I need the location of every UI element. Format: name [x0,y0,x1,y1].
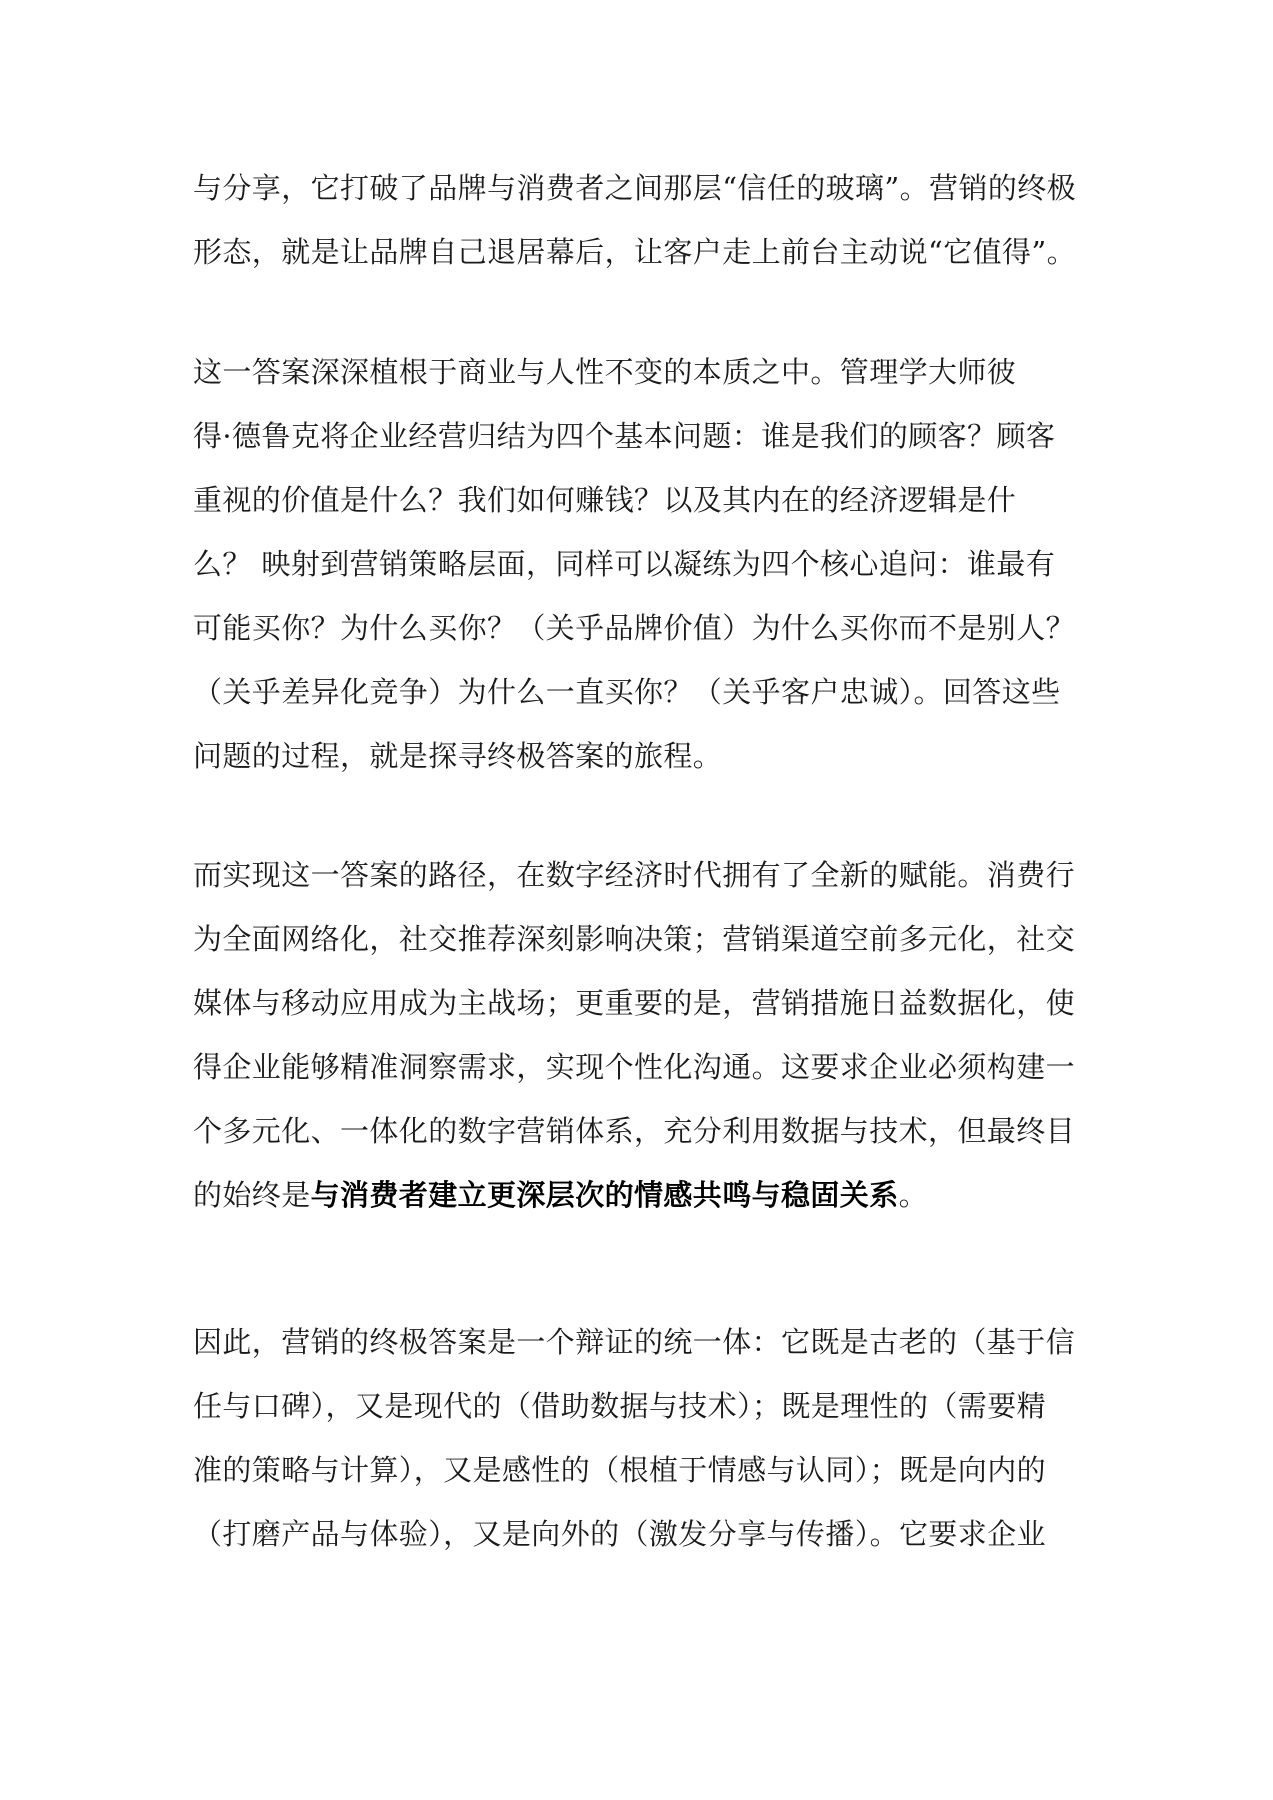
text-suffix: 。 [898,1178,929,1212]
text-prefix: 的始终是 [193,1178,311,1212]
text-line: 么？ 映射到营销策略层面，同样可以凝练为四个核心追问：谁最有 [193,547,1056,581]
paragraph-4 [193,1310,1093,1566]
text-line: 得·德鲁克将企业经营归结为四个基本问题：谁是我们的顾客？顾客 [193,419,1056,453]
paragraph-1 [193,156,1093,284]
text-line: 准的策略与计算），又是感性的（根植于情感与认同）；既是向内的 [193,1453,1047,1487]
text-line: 因此，营销的终极答案是一个辩证的统一体：它既是古老的（基于信 [193,1325,1076,1359]
text-line: 个多元化、一体化的数字营销体系，充分利用数据与技术，但最终目 [193,1114,1076,1148]
text-line: （关乎差异化竞争）为什么一直买你？（关乎客户忠诚）。回答这些 [193,675,1061,709]
text-line: 得企业能够精准洞察需求，实现个性化沟通。这要求企业必须构建一 [193,1050,1076,1084]
text-line: （打磨产品与体验），又是向外的（激发分享与传播）。它要求企业 [193,1517,1047,1551]
text-line: 形态，就是让品牌自己退居幕后，让客户走上前台主动说“它值得”。 [193,235,1077,269]
text-line: 媒体与移动应用成为主战场；更重要的是，营销措施日益数据化，使 [193,986,1076,1020]
text-line: 任与口碑），又是现代的（借助数据与技术）；既是理性的（需要精 [193,1389,1047,1423]
text-line: 这一答案深深植根于商业与人性不变的本质之中。管理学大师彼 [193,355,1017,389]
bold-emphasis: 与消费者建立更深层次的情感共鸣与稳固关系 [310,1178,899,1212]
text-line: 可能买你？为什么买你？（关乎品牌价值）为什么买你而不是别人？ [193,611,1076,645]
text-line: 问题的过程，就是探寻终极答案的旅程。 [193,739,723,773]
text-line-emphasis [193,1163,1093,1227]
text-line: 与分享，它打破了品牌与消费者之间那层“信任的玻璃”。营销的终极 [193,171,1077,205]
text-line: 重视的价值是什么？我们如何赚钱？以及其内在的经济逻辑是什 [193,483,1017,517]
paragraph-3 [193,843,1093,1227]
text-line: 为全面网络化，社交推荐深刻影响决策；营销渠道空前多元化，社交 [193,922,1076,956]
paragraph-2 [193,340,1093,788]
text-line: 而实现这一答案的路径，在数字经济时代拥有了全新的赋能。消费行 [193,858,1076,892]
